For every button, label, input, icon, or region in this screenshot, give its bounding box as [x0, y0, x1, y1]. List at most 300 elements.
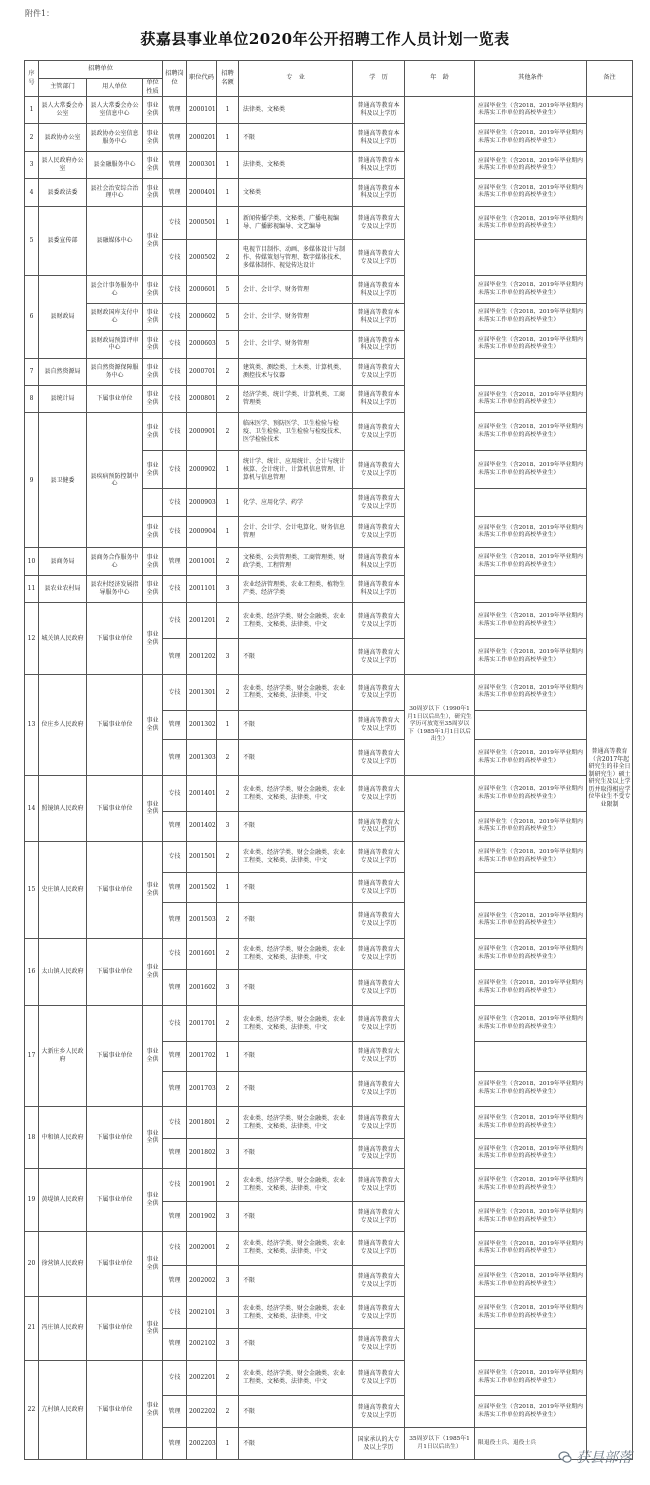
row-other: 应届毕业生（含2018、2019年毕业期内未落实工作单位的高校毕业生） — [475, 674, 587, 710]
row-dept: 县政协办公室 — [39, 124, 87, 151]
row-other: 应届毕业生（含2018、2019年毕业期内未落实工作单位的高校毕业生） — [475, 1006, 587, 1042]
row-nature: 事业全供 — [143, 1107, 163, 1168]
row-major: 不限 — [239, 1042, 353, 1072]
row-major: 不限 — [239, 710, 353, 740]
row-seq: 15 — [25, 841, 39, 938]
row-seq: 6 — [25, 276, 39, 358]
table-row — [25, 938, 633, 970]
row-code: 2000701 — [187, 358, 217, 385]
row-major: 临床医学、预防医学、卫生检验与检疫、卫生检验、卫生检验与检疫技术、医学检验技术 — [239, 413, 353, 451]
row-major: 农业类、经济学类、财会金融类、农业工程类、文秘类、法律类、中文 — [239, 776, 353, 812]
row-code: 2001301 — [187, 674, 217, 710]
table-row — [25, 1297, 633, 1329]
table-row — [25, 151, 633, 178]
header-age: 年 龄 — [405, 61, 475, 97]
row-edu: 普通高等教育本科及以上学历 — [353, 97, 405, 124]
row-nature: 事业全供 — [143, 1297, 163, 1360]
row-employer: 县疾病预防控制中心 — [87, 413, 143, 548]
row-employer: 县农村经济发展指导服务中心 — [87, 575, 143, 602]
row-other: 应届毕业生（含2018、2019年毕业期内未落实工作单位的高校毕业生） — [475, 97, 587, 124]
row-nature: 事业全供 — [143, 776, 163, 841]
row-edu: 普通高等教育大专及以上学历 — [353, 674, 405, 710]
table-row — [25, 1360, 633, 1396]
row-major: 法律类、文秘类 — [239, 97, 353, 124]
row-post: 专技 — [163, 1297, 187, 1329]
row-post: 管理 — [163, 1071, 187, 1107]
row-post: 管理 — [163, 124, 187, 151]
row-other: 应届毕业生（含2018、2019年毕业期内未落实工作单位的高校毕业生） — [475, 902, 587, 938]
row-major: 不限 — [239, 970, 353, 1006]
row-code: 2000502 — [187, 240, 217, 276]
wechat-icon — [558, 1450, 572, 1464]
row-post: 专技 — [163, 1231, 187, 1265]
row-count: 2 — [217, 240, 239, 276]
row-dept: 县委宣传部 — [39, 206, 87, 276]
row-code: 2002101 — [187, 1297, 217, 1329]
row-count: 2 — [217, 902, 239, 938]
table-row — [25, 413, 633, 451]
row-dept: 县人大常委会办公室 — [39, 97, 87, 124]
row-employer: 下属事业单位 — [87, 1006, 143, 1107]
row-major: 不限 — [239, 1071, 353, 1107]
row-post: 专技 — [163, 206, 187, 240]
row-post: 管理 — [163, 1202, 187, 1232]
row-major: 新闻传播学类、文秘类、广播电视编导、广播影视编导、文艺编导 — [239, 206, 353, 240]
row-code: 2000101 — [187, 97, 217, 124]
row-major: 农业类、经济学类、财会金融类、农业工程类、文秘类、法律类、中文 — [239, 1006, 353, 1042]
row-post: 管理 — [163, 548, 187, 575]
row-edu: 普通高等教育本科及以上学历 — [353, 303, 405, 330]
row-count: 2 — [217, 1360, 239, 1396]
row-dept: 冯庄镇人民政府 — [39, 1297, 87, 1360]
table-row — [25, 276, 633, 303]
row-major: 建筑类、测绘类、土木类、计算机类、测控技术与仪器 — [239, 358, 353, 385]
header-seq: 序号 — [25, 61, 39, 97]
row-dept: 县农业农村局 — [39, 575, 87, 602]
row-code: 2002203 — [187, 1428, 217, 1460]
row-edu: 普通高等教育大专及以上学历 — [353, 740, 405, 776]
row-count: 2 — [217, 413, 239, 451]
row-major: 化学、应用化学、药学 — [239, 489, 353, 516]
row-edu: 普通高等教育大专及以上学历 — [353, 1006, 405, 1042]
row-other: 限退役士兵、退役士兵 — [475, 1428, 587, 1460]
row-count: 2 — [217, 841, 239, 873]
row-other: 应届毕业生（含2018、2019年毕业期内未落实工作单位的高校毕业生） — [475, 1231, 587, 1265]
row-other: 应届毕业生（含2018、2019年毕业期内未落实工作单位的高校毕业生） — [475, 151, 587, 178]
row-seq: 1 — [25, 97, 39, 124]
row-code: 2001303 — [187, 740, 217, 776]
row-nature: 事业全供 — [143, 841, 163, 938]
row-edu: 普通高等教育大专及以上学历 — [353, 776, 405, 812]
row-other — [475, 240, 587, 276]
row-employer: 县商务合作服务中心 — [87, 548, 143, 575]
header-count: 招聘名额 — [217, 61, 239, 97]
row-nature: 事业全供 — [143, 179, 163, 206]
row-seq: 22 — [25, 1360, 39, 1459]
row-major: 会计、会计学、财务管理 — [239, 276, 353, 303]
row-age — [405, 776, 475, 1428]
row-dept: 黄堤镇人民政府 — [39, 1168, 87, 1231]
row-code: 2000801 — [187, 385, 217, 412]
row-employer: 下属事业单位 — [87, 1107, 143, 1168]
row-dept: 位庄乡人民政府 — [39, 674, 87, 775]
row-count: 3 — [217, 575, 239, 602]
table-row — [25, 331, 633, 358]
row-other — [475, 873, 587, 903]
row-seq: 21 — [25, 1297, 39, 1360]
row-other: 应届毕业生（含2018、2019年毕业期内未落实工作单位的高校毕业生） — [475, 548, 587, 575]
row-edu: 普通高等教育大专及以上学历 — [353, 902, 405, 938]
row-seq: 14 — [25, 776, 39, 841]
row-dept: 县商务局 — [39, 548, 87, 575]
row-count: 3 — [217, 812, 239, 842]
row-dept: 亢村镇人民政府 — [39, 1360, 87, 1459]
row-post: 管理 — [163, 873, 187, 903]
row-code: 2002002 — [187, 1265, 217, 1297]
row-count: 2 — [217, 1071, 239, 1107]
row-edu: 普通高等教育大专及以上学历 — [353, 489, 405, 516]
row-post: 专技 — [163, 1360, 187, 1396]
row-seq: 10 — [25, 548, 39, 575]
row-edu: 普通高等教育本科及以上学历 — [353, 575, 405, 602]
table-row — [25, 674, 633, 710]
row-count: 1 — [217, 97, 239, 124]
row-major: 不限 — [239, 1139, 353, 1169]
row-nature: 事业全供 — [143, 303, 163, 330]
table-row — [25, 1107, 633, 1139]
row-code: 2001201 — [187, 603, 217, 639]
row-count: 3 — [217, 1297, 239, 1329]
row-count: 1 — [217, 1042, 239, 1072]
row-edu: 普通高等教育大专及以上学历 — [353, 841, 405, 873]
row-seq: 7 — [25, 358, 39, 385]
row-dept: 照镜镇人民政府 — [39, 776, 87, 841]
row-count: 2 — [217, 740, 239, 776]
row-post: 专技 — [163, 603, 187, 639]
row-employer: 下属事业单位 — [87, 938, 143, 1006]
row-post: 专技 — [163, 358, 187, 385]
row-count: 5 — [217, 303, 239, 330]
row-nature: 事业全供 — [143, 385, 163, 412]
row-dept: 城关镇人民政府 — [39, 603, 87, 675]
row-post: 专技 — [163, 276, 187, 303]
row-seq: 19 — [25, 1168, 39, 1231]
row-code: 2001801 — [187, 1107, 217, 1139]
row-edu: 普通高等教育大专及以上学历 — [353, 1297, 405, 1329]
row-count: 2 — [217, 938, 239, 970]
row-code: 2000601 — [187, 276, 217, 303]
row-count: 2 — [217, 1006, 239, 1042]
row-other — [475, 358, 587, 385]
row-dept: 史庄镇人民政府 — [39, 841, 87, 938]
row-nature: 事业全供 — [143, 674, 163, 775]
row-seq: 20 — [25, 1231, 39, 1296]
row-employer: 下属事业单位 — [87, 776, 143, 841]
row-post: 管理 — [163, 639, 187, 675]
row-code: 2001601 — [187, 938, 217, 970]
row-code: 2001401 — [187, 776, 217, 812]
row-employer: 县金融服务中心 — [87, 151, 143, 178]
row-post: 专技 — [163, 1168, 187, 1202]
row-count: 2 — [217, 548, 239, 575]
row-dept: 大新庄乡人民政府 — [39, 1006, 87, 1107]
row-post: 专技 — [163, 1006, 187, 1042]
row-code: 2002201 — [187, 1360, 217, 1396]
row-nature: 事业全供 — [143, 451, 163, 489]
row-post: 管理 — [163, 710, 187, 740]
row-major: 农业类、经济学类、财会金融类、农业工程类、文秘类、法律类、中文 — [239, 1297, 353, 1329]
row-other: 应届毕业生（含2018、2019年毕业期内未落实工作单位的高校毕业生） — [475, 206, 587, 240]
row-dept: 县委政法委 — [39, 179, 87, 206]
row-count: 2 — [217, 1168, 239, 1202]
row-employer: 下属事业单位 — [87, 385, 143, 412]
row-nature: 事业全供 — [143, 516, 163, 548]
row-code: 2000902 — [187, 451, 217, 489]
header-major: 专 业 — [239, 61, 353, 97]
row-post: 专技 — [163, 303, 187, 330]
row-edu: 普通高等教育大专及以上学历 — [353, 603, 405, 639]
row-other: 应届毕业生（含2018、2019年毕业期内未落实工作单位的高校毕业生） — [475, 1360, 587, 1396]
row-major: 电视节目制作、动画、多媒体设计与制作、传媒策划与管理、数字媒体技术、多媒体制作、视觉传达设计 — [239, 240, 353, 276]
row-employer: 下属事业单位 — [87, 603, 143, 675]
row-count: 1 — [217, 1428, 239, 1460]
row-count: 3 — [217, 1328, 239, 1360]
row-employer: 县会计事务服务中心 — [87, 276, 143, 303]
row-seq: 9 — [25, 413, 39, 548]
row-nature: 事业全供 — [143, 575, 163, 602]
row-other: 应届毕业生（含2018、2019年毕业期内未落实工作单位的高校毕业生） — [475, 639, 587, 675]
watermark-text: 获县部落 — [576, 1450, 632, 1466]
row-edu: 普通高等教育大专及以上学历 — [353, 413, 405, 451]
row-code: 2001502 — [187, 873, 217, 903]
row-major: 不限 — [239, 639, 353, 675]
row-code: 2000901 — [187, 413, 217, 451]
row-edu: 普通高等教育大专及以上学历 — [353, 1168, 405, 1202]
row-employer: 县政协办公室信息服务中心 — [87, 124, 143, 151]
row-other: 应届毕业生（含2018、2019年毕业期内未落实工作单位的高校毕业生） — [475, 413, 587, 451]
row-count: 5 — [217, 276, 239, 303]
row-count: 2 — [217, 1107, 239, 1139]
row-code: 2001501 — [187, 841, 217, 873]
row-seq: 2 — [25, 124, 39, 151]
row-edu: 普通高等教育大专及以上学历 — [353, 240, 405, 276]
row-nature: 事业全供 — [143, 1168, 163, 1231]
row-count: 1 — [217, 873, 239, 903]
row-code: 2002001 — [187, 1231, 217, 1265]
row-nature: 事业全供 — [143, 206, 163, 276]
table-row — [25, 776, 633, 812]
row-dept: 县统计局 — [39, 385, 87, 412]
row-employer: 县自然资源保障服务中心 — [87, 358, 143, 385]
row-seq: 3 — [25, 151, 39, 178]
row-major: 不限 — [239, 1202, 353, 1232]
row-employer: 下属事业单位 — [87, 1231, 143, 1296]
row-seq: 13 — [25, 674, 39, 775]
row-dept: 中和镇人民政府 — [39, 1107, 87, 1168]
row-post: 专技 — [163, 938, 187, 970]
row-edu: 普通高等教育大专及以上学历 — [353, 873, 405, 903]
row-other: 应届毕业生（含2018、2019年毕业期内未落实工作单位的高校毕业生） — [475, 938, 587, 970]
table-row — [25, 97, 633, 124]
row-other: 应届毕业生（含2018、2019年毕业期内未落实工作单位的高校毕业生） — [475, 124, 587, 151]
row-seq: 18 — [25, 1107, 39, 1168]
row-nature — [143, 489, 163, 516]
row-nature: 事业全供 — [143, 331, 163, 358]
row-post: 专技 — [163, 489, 187, 516]
row-edu: 普通高等教育本科及以上学历 — [353, 179, 405, 206]
row-other: 应届毕业生（含2018、2019年毕业期内未落实工作单位的高校毕业生） — [475, 1297, 587, 1329]
row-major: 农业类、经济学类、财会金融类、农业工程类、文秘类、法律类、中文 — [239, 1107, 353, 1139]
row-other: 应届毕业生（含2018、2019年毕业期内未落实工作单位的高校毕业生） — [475, 516, 587, 548]
watermark — [558, 1447, 632, 1467]
row-other: 应届毕业生（含2018、2019年毕业期内未落实工作单位的高校毕业生） — [475, 1396, 587, 1428]
row-dept: 县卫健委 — [39, 413, 87, 548]
row-major: 农业类、经济学类、财会金融类、农业工程类、文秘类、法律类、中文 — [239, 1231, 353, 1265]
row-age: 35周岁以下（1985年1月1日以后出生） — [405, 1428, 475, 1460]
row-edu: 普通高等教育本科及以上学历 — [353, 548, 405, 575]
header-other: 其他条件 — [475, 61, 587, 97]
row-post: 管理 — [163, 151, 187, 178]
row-employer: 县人大常委会办公室信息中心 — [87, 97, 143, 124]
table-row — [25, 179, 633, 206]
table-row — [25, 841, 633, 873]
row-other — [475, 575, 587, 602]
row-count: 1 — [217, 151, 239, 178]
row-other: 应届毕业生（含2018、2019年毕业期内未落实工作单位的高校毕业生） — [475, 1265, 587, 1297]
row-nature: 事业全供 — [143, 124, 163, 151]
row-post: 管理 — [163, 1042, 187, 1072]
row-post: 管理 — [163, 1328, 187, 1360]
row-other: 应届毕业生（含2018、2019年毕业期内未落实工作单位的高校毕业生） — [475, 812, 587, 842]
row-dept: 县财政局 — [39, 276, 87, 358]
row-code: 2000401 — [187, 179, 217, 206]
header-code: 职位代码 — [187, 61, 217, 97]
row-code: 2001602 — [187, 970, 217, 1006]
row-edu: 普通高等教育大专及以上学历 — [353, 970, 405, 1006]
row-count: 1 — [217, 451, 239, 489]
row-post: 管理 — [163, 812, 187, 842]
row-post: 专技 — [163, 413, 187, 451]
row-count: 2 — [217, 385, 239, 412]
row-major: 文秘类、公共管理类、工商管理类、财政学类、工程管理 — [239, 548, 353, 575]
row-count: 2 — [217, 1396, 239, 1428]
row-nature: 事业全供 — [143, 603, 163, 675]
row-count: 3 — [217, 1202, 239, 1232]
row-edu: 普通高等教育大专及以上学历 — [353, 1328, 405, 1360]
row-edu: 普通高等教育本科及以上学历 — [353, 151, 405, 178]
row-age — [405, 97, 475, 675]
row-code: 2000904 — [187, 516, 217, 548]
row-post: 专技 — [163, 240, 187, 276]
row-count: 2 — [217, 603, 239, 639]
recruitment-table — [24, 60, 633, 1460]
row-code: 2000903 — [187, 489, 217, 516]
row-edu: 普通高等教育本科及以上学历 — [353, 331, 405, 358]
row-employer: 下属事业单位 — [87, 1360, 143, 1459]
row-post: 专技 — [163, 451, 187, 489]
row-count: 2 — [217, 1231, 239, 1265]
row-edu: 普通高等教育大专及以上学历 — [353, 1360, 405, 1396]
row-major: 农业类、经济学类、财会金融类、农业工程类、文秘类、法律类、中文 — [239, 674, 353, 710]
row-code: 2000201 — [187, 124, 217, 151]
row-code: 2001802 — [187, 1139, 217, 1169]
row-major: 不限 — [239, 1328, 353, 1360]
row-employer: 县融媒体中心 — [87, 206, 143, 276]
row-code: 2001402 — [187, 812, 217, 842]
row-code: 2001703 — [187, 1071, 217, 1107]
row-code: 2001001 — [187, 548, 217, 575]
row-major: 农业类、经济学类、财会金融类、农业工程类、文秘类、法律类、中文 — [239, 1360, 353, 1396]
row-post: 专技 — [163, 674, 187, 710]
row-other: 应届毕业生（含2018、2019年毕业期内未落实工作单位的高校毕业生） — [475, 603, 587, 639]
row-code: 2000501 — [187, 206, 217, 240]
row-edu: 普通高等教育大专及以上学历 — [353, 206, 405, 240]
row-count: 3 — [217, 1265, 239, 1297]
row-count: 1 — [217, 710, 239, 740]
row-edu: 普通高等教育大专及以上学历 — [353, 710, 405, 740]
row-employer: 下属事业单位 — [87, 1297, 143, 1360]
row-other: 应届毕业生（含2018、2019年毕业期内未落实工作单位的高校毕业生） — [475, 1168, 587, 1202]
row-dept: 太山镇人民政府 — [39, 938, 87, 1006]
annex-label: 附件1： — [25, 9, 55, 18]
row-post: 专技 — [163, 841, 187, 873]
row-post: 管理 — [163, 740, 187, 776]
row-dept: 徐营镇人民政府 — [39, 1231, 87, 1296]
row-seq: 11 — [25, 575, 39, 602]
row-seq: 16 — [25, 938, 39, 1006]
row-code: 2000603 — [187, 331, 217, 358]
row-post: 专技 — [163, 575, 187, 602]
row-post: 管理 — [163, 902, 187, 938]
row-code: 2001302 — [187, 710, 217, 740]
row-post: 管理 — [163, 1139, 187, 1169]
row-other: 应届毕业生（含2018、2019年毕业期内未落实工作单位的高校毕业生） — [475, 1107, 587, 1139]
row-edu: 普通高等教育大专及以上学历 — [353, 1231, 405, 1265]
row-edu: 普通高等教育大专及以上学历 — [353, 1139, 405, 1169]
row-edu: 普通高等教育大专及以上学历 — [353, 1107, 405, 1139]
row-major: 不限 — [239, 1428, 353, 1460]
row-other: 应届毕业生（含2018、2019年毕业期内未落实工作单位的高校毕业生） — [475, 970, 587, 1006]
table-row — [25, 385, 633, 412]
row-edu: 普通高等教育大专及以上学历 — [353, 938, 405, 970]
row-count: 1 — [217, 206, 239, 240]
table-row — [25, 303, 633, 330]
row-count: 2 — [217, 674, 239, 710]
row-employer: 县财政国库支付中心 — [87, 303, 143, 330]
row-major: 不限 — [239, 124, 353, 151]
row-other: 应届毕业生（含2018、2019年毕业期内未落实工作单位的高校毕业生） — [475, 740, 587, 776]
row-edu: 普通高等教育大专及以上学历 — [353, 1071, 405, 1107]
row-post: 专技 — [163, 331, 187, 358]
header-post: 招聘岗位 — [163, 61, 187, 97]
row-count: 3 — [217, 1139, 239, 1169]
row-major: 统计学、统计、应用统计、会计与统计核算、会计统计、计算机信息管理、计算机与信息管理 — [239, 451, 353, 489]
row-other: 应届毕业生（含2018、2019年毕业期内未落实工作单位的高校毕业生） — [475, 776, 587, 812]
row-major: 不限 — [239, 812, 353, 842]
row-edu: 普通高等教育大专及以上学历 — [353, 812, 405, 842]
row-other: 应届毕业生（含2018、2019年毕业期内未落实工作单位的高校毕业生） — [475, 1071, 587, 1107]
row-employer: 下属事业单位 — [87, 674, 143, 775]
row-other: 应届毕业生（含2018、2019年毕业期内未落实工作单位的高校毕业生） — [475, 331, 587, 358]
row-code: 2001101 — [187, 575, 217, 602]
row-edu: 普通高等教育大专及以上学历 — [353, 358, 405, 385]
table-row — [25, 1231, 633, 1265]
row-other: 应届毕业生（含2018、2019年毕业期内未落实工作单位的高校毕业生） — [475, 1139, 587, 1169]
row-count: 1 — [217, 124, 239, 151]
row-other: 应届毕业生（含2018、2019年毕业期内未落实工作单位的高校毕业生） — [475, 841, 587, 873]
row-count: 1 — [217, 516, 239, 548]
row-major: 农业类、经济学类、财会金融类、农业工程类、文秘类、法律类、中文 — [239, 841, 353, 873]
